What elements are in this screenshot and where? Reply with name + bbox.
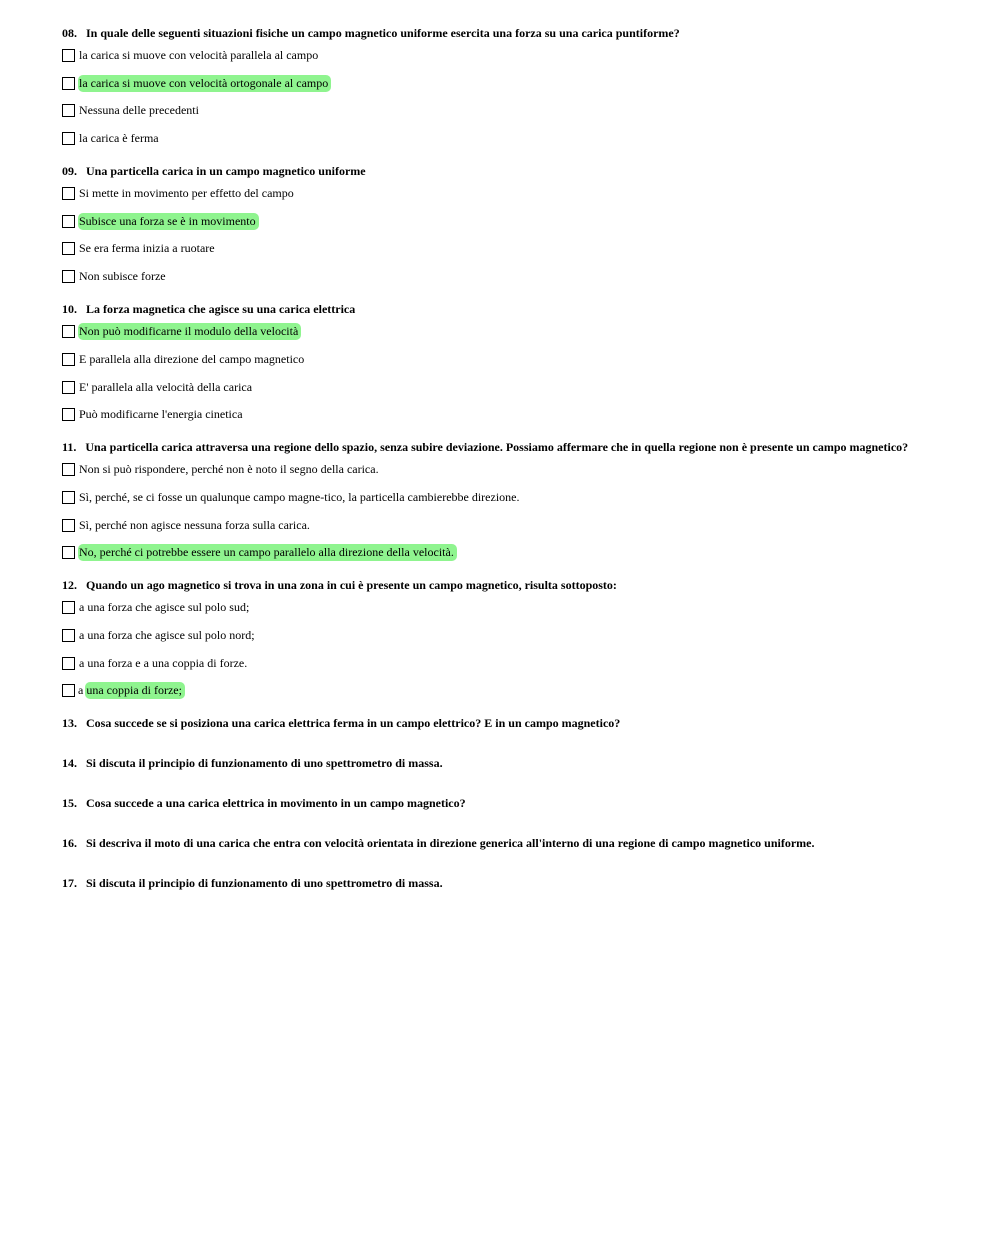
answer-option[interactable] [62, 460, 942, 479]
question-title [62, 876, 942, 890]
answer-checkbox[interactable] [62, 242, 75, 255]
question-text: In quale delle seguenti situazioni fisiche un campo magnetico uniforme esercita una forza su una carica puntiforme? [86, 26, 680, 40]
answer-checkbox[interactable] [62, 353, 75, 366]
answer-checkbox[interactable] [62, 601, 75, 614]
answer-text: a una forza che agisce sul polo sud; [79, 600, 250, 615]
answer-checkbox[interactable] [62, 187, 75, 200]
answer-checkbox[interactable] [62, 629, 75, 642]
question-15 [62, 796, 942, 810]
question-number: 10. [62, 302, 77, 317]
question-title [62, 26, 942, 40]
answer-text: Si mette in movimento per effetto del campo [79, 186, 294, 201]
answer-checkbox[interactable] [62, 657, 75, 670]
quiz-document [62, 26, 942, 916]
answer-option[interactable] [62, 681, 942, 700]
answer-option[interactable] [62, 212, 942, 231]
correct-answer-text: No, perché ci potrebbe essere un campo parallelo alla direzione della velocità. [78, 544, 457, 561]
answer-checkbox[interactable] [62, 684, 75, 697]
question-12 [62, 578, 942, 700]
question-title [62, 796, 942, 810]
question-09 [62, 164, 942, 286]
answer-option[interactable] [62, 101, 942, 120]
answer-option[interactable] [62, 654, 942, 673]
answer-checkbox[interactable] [62, 77, 75, 90]
answer-checkbox[interactable] [62, 519, 75, 532]
question-number: 08. [62, 26, 77, 40]
answer-text: Nessuna delle precedenti [79, 103, 199, 118]
answer-option[interactable] [62, 74, 942, 93]
answer-text: Può modificarne l'energia cinetica [79, 407, 243, 422]
answer-prefix: a [78, 683, 84, 698]
correct-answer-text: Subisce una forza se è in movimento [78, 213, 259, 230]
question-number: 11. [62, 440, 77, 455]
answer-text: Sì, perché, se ci fosse un qualunque campo magne-tico, la particella cambierebbe direzione. [79, 489, 520, 504]
question-10 [62, 302, 942, 424]
question-text: Si discuta il principio di funzionamento di uno spettrometro di massa. [86, 756, 443, 771]
question-text: Quando un ago magnetico si trova in una zona in cui è presente un campo magnetico, risulta sottoposto: [86, 578, 617, 593]
answer-text: Sì, perché non agisce nessuna forza sulla carica. [79, 517, 310, 532]
question-number: 12. [62, 578, 77, 593]
answer-option[interactable] [62, 626, 942, 645]
question-number: 17. [62, 876, 77, 891]
question-16 [62, 836, 942, 850]
question-text: Una particella carica attraversa una regione dello spazio, senza subire deviazione. Possiamo affermare che in quella regione non è presente un campo magnetico? [85, 440, 909, 455]
answer-text: la carica si muove con velocità parallela al campo [79, 48, 319, 62]
answer-text: Non si può rispondere, perché non è noto il segno della carica. [79, 462, 379, 477]
question-text: Cosa succede a una carica elettrica in movimento in un campo magnetico? [86, 796, 466, 811]
question-title [62, 164, 942, 178]
answer-checkbox[interactable] [62, 215, 75, 228]
answer-option[interactable] [62, 322, 942, 341]
question-title [62, 836, 942, 850]
question-11 [62, 440, 942, 562]
answer-checkbox[interactable] [62, 104, 75, 117]
question-13 [62, 716, 942, 730]
answer-text: E parallela alla direzione del campo magnetico [79, 351, 305, 366]
answer-option[interactable] [62, 267, 942, 286]
answer-option[interactable] [62, 543, 942, 562]
answer-text: E' parallela alla velocità della carica [79, 379, 253, 394]
answer-text: la carica è ferma [79, 131, 159, 146]
answer-option[interactable] [62, 184, 942, 203]
answer-checkbox[interactable] [62, 132, 75, 145]
answer-option[interactable] [62, 46, 942, 65]
answer-checkbox[interactable] [62, 491, 75, 504]
question-text: Si descriva il moto di una carica che entra con velocità orientata in direzione generica all'interno di una regione di campo magnetico uniforme. [86, 836, 815, 851]
answer-option[interactable] [62, 378, 942, 397]
answer-option[interactable] [62, 129, 942, 148]
answer-checkbox[interactable] [62, 270, 75, 283]
answer-checkbox[interactable] [62, 408, 75, 421]
question-title [62, 302, 942, 316]
answer-checkbox[interactable] [62, 325, 75, 338]
answer-option[interactable] [62, 488, 942, 507]
question-text: Si discuta il principio di funzionamento di uno spettrometro di massa. [86, 876, 443, 891]
answer-text: a una forza che agisce sul polo nord; [79, 627, 255, 642]
question-title [62, 440, 942, 454]
answer-checkbox[interactable] [62, 463, 75, 476]
answer-text: Non subisce forze [79, 269, 166, 284]
answer-text: a una forza e a una coppia di forze. [79, 655, 248, 670]
question-number: 13. [62, 716, 77, 731]
answer-checkbox[interactable] [62, 49, 75, 62]
question-number: 09. [62, 164, 77, 179]
question-text: La forza magnetica che agisce su una carica elettrica [86, 302, 356, 317]
question-number: 15. [62, 796, 77, 811]
question-14 [62, 756, 942, 770]
answer-option[interactable] [62, 350, 942, 369]
question-title [62, 716, 942, 730]
answer-checkbox[interactable] [62, 546, 75, 559]
answer-text: Se era ferma inizia a ruotare [79, 241, 215, 256]
question-number: 14. [62, 756, 77, 771]
correct-answer-text: una coppia di forze; [85, 682, 185, 699]
question-08 [62, 26, 942, 148]
question-number: 16. [62, 836, 77, 851]
answer-option[interactable] [62, 598, 942, 617]
question-title [62, 578, 942, 592]
question-text: Una particella carica in un campo magnetico uniforme [86, 164, 366, 179]
answer-option[interactable] [62, 516, 942, 535]
question-title [62, 756, 942, 770]
correct-answer-text: Non può modificarne il modulo della velocità [78, 323, 301, 340]
question-text: Cosa succede se si posiziona una carica elettrica ferma in un campo elettrico? E in un campo magnetico? [86, 716, 621, 731]
answer-option[interactable] [62, 405, 942, 424]
answer-option[interactable] [62, 239, 942, 258]
answer-checkbox[interactable] [62, 381, 75, 394]
correct-answer-text: la carica si muove con velocità ortogonale al campo [78, 75, 331, 92]
question-17 [62, 876, 942, 890]
